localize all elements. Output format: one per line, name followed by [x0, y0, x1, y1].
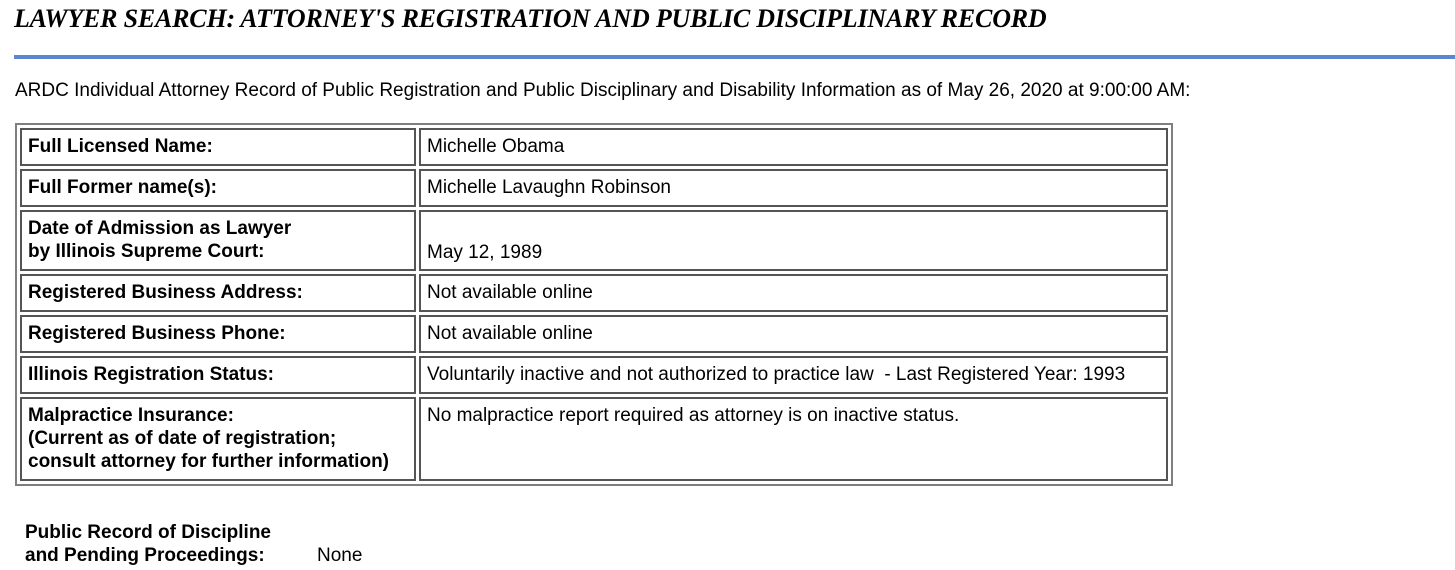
- page-title: LAWYER SEARCH: ATTORNEY'S REGISTRATION AND PUBLIC DISCIPLINARY RECORD: [14, 4, 1047, 33]
- table-row-malpractice-insurance: [20, 397, 1168, 481]
- registration-status-label: Illinois Registration Status:: [20, 356, 416, 394]
- table-row-admission-date: [20, 210, 1168, 271]
- table-row-former-names: [20, 169, 1168, 207]
- full-name-value: Michelle Obama: [419, 128, 1168, 166]
- discipline-record-label: Public Record of Discipline and Pending Proceedings:: [25, 522, 271, 566]
- table-row-registration-status: [20, 356, 1168, 394]
- table-row-full-name: [20, 128, 1168, 166]
- table-row-business-address: [20, 274, 1168, 312]
- business-address-label: Registered Business Address:: [20, 274, 416, 312]
- admission-date-label: Date of Admission as Lawyer by Illinois Supreme Court:: [20, 210, 416, 271]
- business-address-value: Not available online: [419, 274, 1168, 312]
- full-name-label: Full Licensed Name:: [20, 128, 416, 166]
- record-intro-text: ARDC Individual Attorney Record of Public Registration and Public Disciplinary and Disability Information as of May 26, 2020 at 9:00:00 AM:: [15, 80, 1191, 101]
- registration-status-value: Voluntarily inactive and not authorized to practice law - Last Registered Year: 1993: [419, 356, 1168, 394]
- former-names-label: Full Former name(s):: [20, 169, 416, 207]
- malpractice-insurance-value: No malpractice report required as attorney is on inactive status.: [419, 397, 1168, 481]
- discipline-record-value: None: [317, 545, 363, 566]
- business-phone-value: Not available online: [419, 315, 1168, 353]
- title-divider: [14, 55, 1455, 59]
- malpractice-insurance-label: Malpractice Insurance: (Current as of date of registration; consult attorney for further information): [20, 397, 416, 481]
- former-names-value: Michelle Lavaughn Robinson: [419, 169, 1168, 207]
- business-phone-label: Registered Business Phone:: [20, 315, 416, 353]
- admission-date-value: May 12, 1989: [419, 210, 1168, 271]
- table-row-business-phone: [20, 315, 1168, 353]
- attorney-record-table: [15, 123, 1173, 486]
